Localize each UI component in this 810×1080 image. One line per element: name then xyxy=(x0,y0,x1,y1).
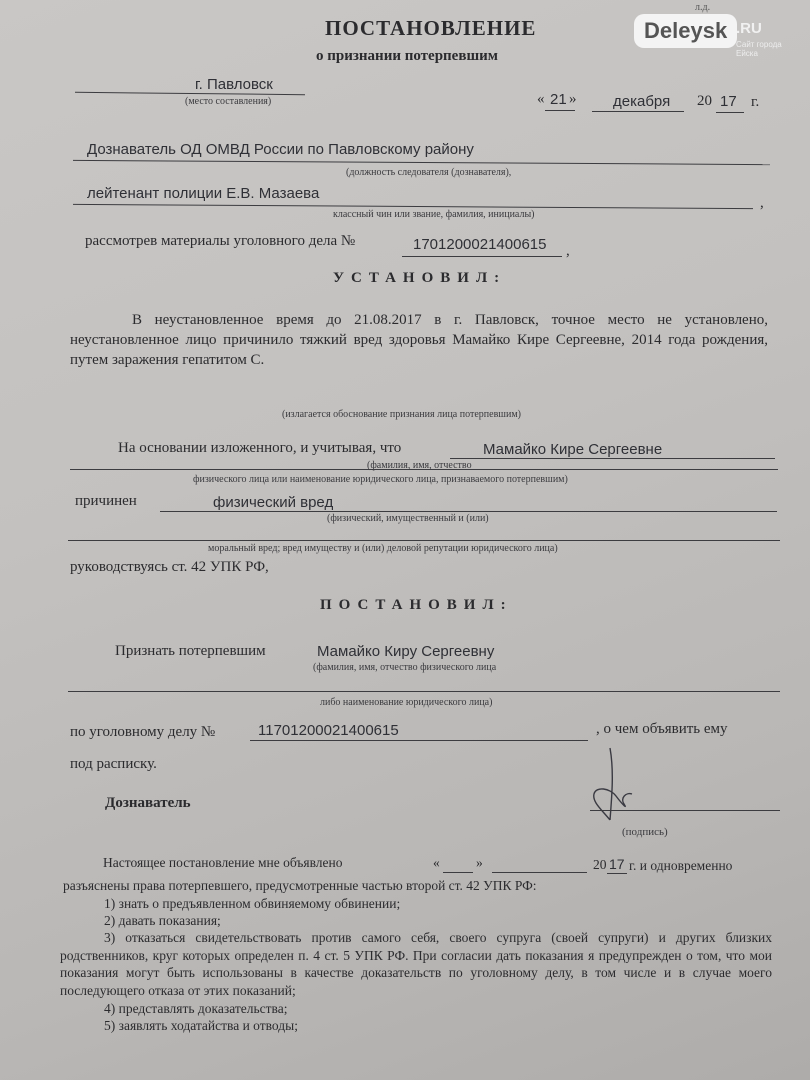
place-value: г. Павловск xyxy=(195,76,273,93)
date-year-suffix: 17 xyxy=(720,93,737,110)
harm-second-line xyxy=(68,540,780,541)
officer-comma: , xyxy=(760,195,764,211)
date-close-quote: » xyxy=(569,91,577,107)
announce-line2: разъяснены права потерпевшего, предусмотренные частью второй ст. 42 УПК РФ: xyxy=(63,878,537,893)
corner-mark: л.д. xyxy=(695,2,711,13)
basis-second-line xyxy=(70,469,778,470)
right-1: 1) знать о предъявленном обвиняемому обвинении; xyxy=(104,896,401,911)
harm-label: причинен xyxy=(75,493,137,509)
recognize-label: Признать потерпевшим xyxy=(115,643,266,659)
document-title: ПОСТАНОВЛЕНИЕ xyxy=(325,16,537,40)
announce-month-line xyxy=(492,872,587,873)
basis-person: Мамайко Кире Сергеевне xyxy=(483,441,663,458)
document-subtitle: о признании потерпевшим xyxy=(316,48,498,64)
date-month-line xyxy=(592,111,684,112)
officer-position-caption: (должность следователя (дознавателя), xyxy=(346,167,512,178)
case-intro-comma: , xyxy=(566,243,570,259)
harm-caption2: моральный вред; вред имуществу и (или) деловой репутации юридического лица) xyxy=(208,543,558,554)
case-ref-tail2: под расписку. xyxy=(70,756,157,772)
basis-caption1: (фамилия, имя, отчество xyxy=(367,460,472,471)
basis-caption2: физического лица или наименование юридического лица, признаваемого потерпевшим) xyxy=(193,474,568,485)
announce-open-quote: « xyxy=(433,855,440,870)
date-day-line xyxy=(545,110,575,111)
officer-rank-caption: классный чин или звание, фамилия, инициалы) xyxy=(333,209,535,220)
place-caption: (место составления) xyxy=(185,96,272,107)
signature-line xyxy=(590,810,780,811)
basis-label: На основании изложенного, и учитывая, что xyxy=(118,440,402,456)
date-year-line xyxy=(716,112,744,113)
case-intro-number: 1701200021400615 xyxy=(413,236,547,253)
recognize-line xyxy=(68,691,780,692)
case-ref-label: по уголовному делу № xyxy=(70,724,216,740)
right-2: 2) давать показания; xyxy=(104,913,221,928)
announce-year-line xyxy=(607,873,627,874)
date-month: декабря xyxy=(613,93,671,110)
date-day: 21 xyxy=(550,91,567,108)
announce-label: Настоящее постановление мне объявлено xyxy=(103,855,343,870)
resolved-header: ПОСТАНОВИЛ: xyxy=(320,597,513,613)
announce-tail: г. и одновременно xyxy=(629,858,733,873)
case-intro-line xyxy=(402,256,562,257)
signature-caption: (подпись) xyxy=(622,826,668,838)
announce-year-suffix: 17 xyxy=(609,856,625,872)
officer-rank-name: лейтенант полиции Е.В. Мазаева xyxy=(87,185,320,202)
harm-line xyxy=(160,511,777,512)
case-ref-number: 11701200021400615 xyxy=(258,722,399,739)
recognize-caption2: либо наименование юридического лица) xyxy=(320,697,493,708)
watermark-brand: Deleysk xyxy=(634,14,737,48)
officer-position-line xyxy=(73,160,770,165)
harm-caption1: (физический, имущественный и (или) xyxy=(327,513,489,524)
guided-by: руководствуясь ст. 42 УПК РФ, xyxy=(70,559,269,575)
recognize-caption1: (фамилия, имя, отчество физического лица xyxy=(313,662,497,673)
date-year-prefix: 20 xyxy=(697,93,712,109)
case-intro-label: рассмотрев материалы уголовного дела № xyxy=(85,233,356,249)
right-3: 3) отказаться свидетельствовать против самого себя, своего супруга (своей супруги) и других близких родственников, круг которых определен п. 4 ст. 5 УПК РФ. При согласии дать показания я предупрежден о том, что мои показания могут быть использованы в качестве доказательств по уголовному делу, в том числе и в случае моего последующего отказа от этих показаний; xyxy=(60,930,772,998)
established-header: УСТАНОВИЛ: xyxy=(333,270,507,286)
signature-scribble xyxy=(580,740,670,825)
watermark-tld: .RU xyxy=(736,20,762,37)
announce-year-prefix: 20 xyxy=(593,857,607,872)
basis-person-line xyxy=(450,458,775,459)
signature-label: Дознаватель xyxy=(105,795,191,811)
harm-value: физический вред xyxy=(213,494,334,511)
watermark-logo xyxy=(634,14,794,60)
recognize-person: Мамайко Киру Сергеевну xyxy=(317,643,495,660)
announce-day-line xyxy=(443,872,473,873)
right-4: 4) представлять доказательства; xyxy=(104,1001,288,1016)
watermark-tagline: Сайт города Ейска xyxy=(736,40,782,58)
announce-close-quote: » xyxy=(476,855,483,870)
right-5: 5) заявлять ходатайства и отводы; xyxy=(104,1018,298,1033)
case-ref-tail: , о чем объявить ему xyxy=(596,721,728,737)
date-open-quote: « xyxy=(537,91,545,107)
justification-caption: (излагается обоснование признания лица потерпевшим) xyxy=(282,409,521,420)
case-ref-line xyxy=(250,740,588,741)
officer-position: Дознаватель ОД ОМВД России по Павловскому району xyxy=(87,141,474,158)
established-text: В неустановленное время до 21.08.2017 в г. Павловск, точное место не установлено, неустановленное лицо причинило тяжкий вред здоровья Мамайко Кире Сергеевне, 2014 года рождения, путем заражения гепатитом С. xyxy=(70,312,768,368)
date-year-unit: г. xyxy=(751,94,760,110)
